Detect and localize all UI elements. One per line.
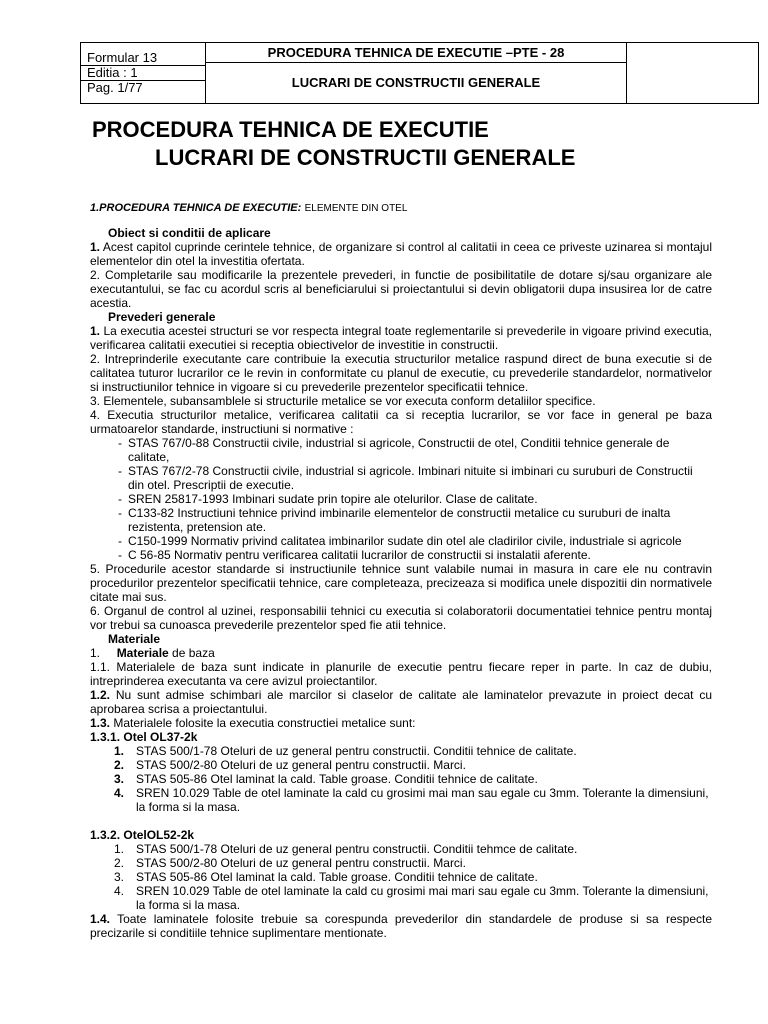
prevederi-paragraph-4: 4. Executia structurilor metalice, verificarea calitatii ca si receptia lucrarilor, se vor face in general pe baza urmatoarelor standarde, instructiuni si normative : (90, 408, 712, 436)
list-item: 4. SREN 10.029 Table de otel laminate la cald cu grosimi mai man sau egale cu 3mm. Tolerante la dimensiuni, la forma si la masa. (114, 786, 709, 814)
list-item: - C150-1999 Normativ privind calitatea imbinarilor sudate din otel ale cladirilor civile, industriale si agricole (90, 534, 712, 548)
document-title-line1: PROCEDURA TEHNICA DE EXECUTIE (92, 117, 489, 142)
header-empty-cell (627, 43, 759, 104)
page-number: Pag. 1/77 (87, 80, 143, 95)
materiale-label: Materiale (108, 632, 161, 646)
materiale-paragraph-1-3: 1.3. Materialele folosite la executia constructiei metalice sunt: (90, 716, 416, 730)
header-subtitle: LUCRARI DE CONSTRUCTII GENERALE (291, 75, 541, 90)
materiale-paragraph-1-1: 1.1. Materialele de baza sunt indicate in planurile de executie pentru fiecare reper in parte. In caz de dubiu, intreprinderea executanta va cere avizul proiectantilor. (90, 660, 712, 688)
list-item: - C 56-85 Normativ pentru verificarea calitatii lucrarilor de constructii si instalatii aferente. (90, 548, 712, 562)
prevederi-paragraph-5: 5. Procedurile acestor standarde si instructiunile tehnice sunt valabile numai in masura in care ele nu contravin procedurilor prezentelor specificatii tehnice, care completeaza, precizeaza si modifica unele dispozitii din normativele citate mai sus. (90, 562, 712, 604)
prevederi-paragraph-2: 2. Intreprinderile executante care contribuie la executia structurilor metalice raspund direct de buna executie si de calitatea tuturor lucrarilor ce le revin in conformitate cu planul de executie, cu prevederile standardelor, normativelor si instructiunilor tehnice in vigoare si cu prevederile prezentelor specificatii tehnice. (90, 352, 712, 394)
ol37-list (90, 744, 712, 814)
list-item: - SREN 25817-1993 Imbinari sudate prin topire ale otelurilor. Clase de calitate. (90, 492, 712, 506)
ol52-list (90, 842, 712, 912)
list-item: 2. STAS 500/2-80 Oteluri de uz general pentru constructii. Marci. (114, 758, 466, 772)
header-procedure: PROCEDURA TEHNICA DE EXECUTIE –PTE - 28 (205, 43, 627, 63)
prevederi-paragraph-6: 6. Organul de control al uzinei, responsabilii tehnici cu executia si colaboratorii documentatiei tehnice pentru montaj vor trebui sa cunoasca prevederile prezentelor sped fie atii tehnice. (90, 604, 712, 632)
header-title-cell (206, 43, 627, 104)
obiect-heading: Obiect si conditii de aplicare (108, 226, 271, 240)
obiect-paragraph-2: 2. Completarile sau modificarile la prezentele prevederi, in functie de posibilitatile de dotare sj/sau organizare ale executantului, se fac cu acordul scris al beneficiarului si proiectantului si devin obligatorii dupa insusirea lor de catre acestia. (90, 268, 712, 310)
prevederi-paragraph-3: 3. Elementele, subansamblele si structurile metalice se vor executa conform detaliilor specifice. (90, 394, 596, 408)
form-number: Formular 13 (81, 51, 205, 66)
section-tail: ELEMENTE DIN OTEL (304, 203, 408, 214)
list-item: 4. SREN 10.029 Table de otel laminate la cald cu grosimi mai mari sau egale cu 3mm. Tolerante la dimensiuni, la forma si la masa. (114, 884, 709, 912)
edition-number: Editia : 1 (81, 66, 205, 81)
materiale-paragraph-1-2: 1.2. Nu sunt admise schimbari ale marcilor si claselor de calitate ale laminatelor prevazute in proiect decat cu aprobarea scrisa a proiectantului. (90, 688, 712, 716)
obiect-paragraph-1: 1. Acest capitol cuprinde cerintele tehnice, de organizare si control al calitatii in ceea ce priveste uzinarea si montajul elementelor din otel la investitia ofertata. (90, 240, 712, 268)
materiale-paragraph-1-4: 1.4. Toate laminatele folosite trebuie sa corespunda prevederilor din standardele de produse si sa respecte precizarile si conditiile tehnice suplimentare mentionate. (90, 912, 712, 940)
ol37-heading: 1.3.1. Otel OL37-2k (90, 730, 198, 744)
document-header-table (80, 42, 759, 104)
section-heading (90, 200, 712, 216)
list-item: - C133-82 Instructiuni tehnice privind imbinarile elementelor de constructii metalice cu suruburi de inalta rezistenta, pretension ate. (90, 506, 712, 534)
standards-list (90, 436, 712, 562)
list-item: 1. STAS 500/1-78 Oteluri de uz general pentru constructii. Conditii tehnice de calitate. (114, 744, 577, 758)
list-item: 3. STAS 505-86 Otel laminat la cald. Table groase. Conditii tehnice de calitate. (114, 870, 538, 884)
header-meta-cell (81, 43, 206, 104)
list-item: 1. STAS 500/1-78 Oteluri de uz general pentru constructii. Conditii tehmce de calitate. (114, 842, 578, 856)
materiale-subheading: 1. Materiale de baza (90, 646, 215, 660)
list-item: 3. STAS 505-86 Otel laminat la cald. Table groase. Conditii tehnice de calitate. (114, 772, 538, 786)
section-label: 1.PROCEDURA TEHNICA DE EXECUTIE: (90, 202, 302, 214)
list-item: 2. STAS 500/2-80 Oteluri de uz general pentru constructii. Marci. (114, 856, 466, 870)
list-item: - STAS 767/0-88 Constructii civile, industrial si agricole, Constructii de otel, Conditii tehnice generale de calitate, (90, 436, 712, 464)
prevederi-paragraph-1: 1. La executia acestei structuri se vor respecta integral toate reglementarile si prevederile in vigoare privind executia, verificarea calitatii executiei si receptia obiectivelor de investitie in constructii. (90, 324, 712, 352)
prevederi-heading: Prevederi generale (108, 310, 216, 324)
ol52-heading: 1.3.2. OtelOL52-2k (90, 828, 195, 842)
list-item: - STAS 767/2-78 Constructii civile, industrial si agricole. Imbinari nituite si imbinari cu suruburi de Constructii din otel. Prescriptii de executie. (90, 464, 712, 492)
document-body (90, 200, 712, 940)
document-title-line2: LUCRARI DE CONSTRUCTII GENERALE (155, 145, 576, 170)
